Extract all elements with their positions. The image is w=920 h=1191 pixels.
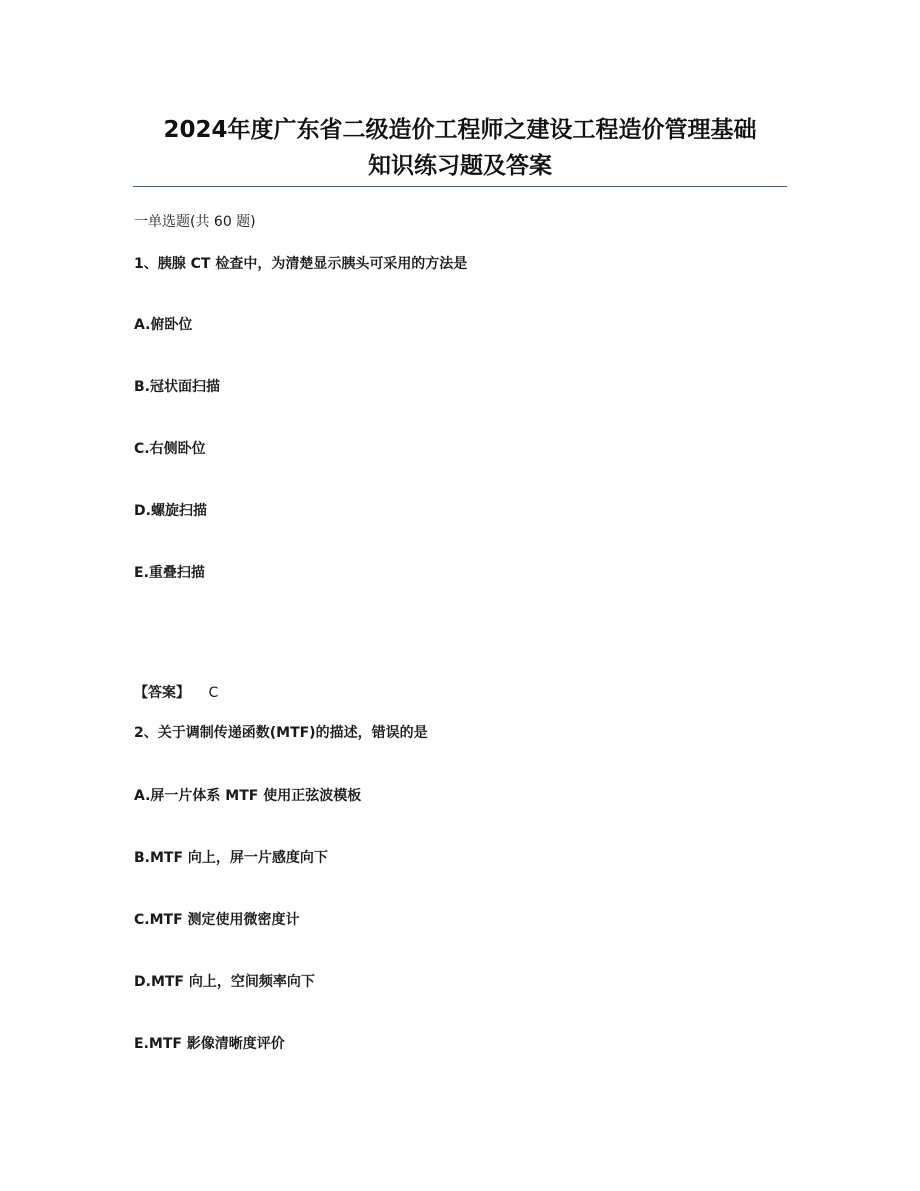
section-heading: 一单选题(共 60 题) bbox=[134, 214, 256, 230]
answer-value: C bbox=[208, 685, 219, 701]
question-1-option-c: C.右侧卧位 bbox=[134, 441, 206, 457]
question-1-stem: 1、胰腺 CT 检查中，为清楚显示胰头可采用的方法是 bbox=[134, 256, 468, 272]
question-1-option-a: A.俯卧位 bbox=[134, 317, 193, 333]
question-2-option-e: E.MTF 影像清晰度评价 bbox=[134, 1036, 285, 1052]
question-1-option-d: D.螺旋扫描 bbox=[134, 503, 207, 519]
answer-label: 【答案】 bbox=[134, 685, 190, 701]
question-1-answer bbox=[134, 683, 218, 703]
question-2-option-b: B.MTF 向上，屏一片感度向下 bbox=[134, 850, 328, 866]
question-1-option-b: B.冠状面扫描 bbox=[134, 379, 220, 395]
question-2-option-c: C.MTF 测定使用微密度计 bbox=[134, 912, 300, 928]
question-2-option-d: D.MTF 向上，空间频率向下 bbox=[134, 974, 315, 990]
title-line-2: 知识练习题及答案 bbox=[368, 153, 552, 179]
question-1-option-e: E.重叠扫描 bbox=[134, 565, 205, 581]
title-divider bbox=[133, 186, 787, 187]
title-line-1: 2024年度广东省二级造价工程师之建设工程造价管理基础 bbox=[163, 117, 757, 143]
document-title bbox=[110, 112, 810, 184]
question-2-stem: 2、关于调制传递函数(MTF)的描述，错误的是 bbox=[134, 725, 428, 741]
question-2-option-a: A.屏一片体系 MTF 使用正弦波模板 bbox=[134, 788, 362, 804]
